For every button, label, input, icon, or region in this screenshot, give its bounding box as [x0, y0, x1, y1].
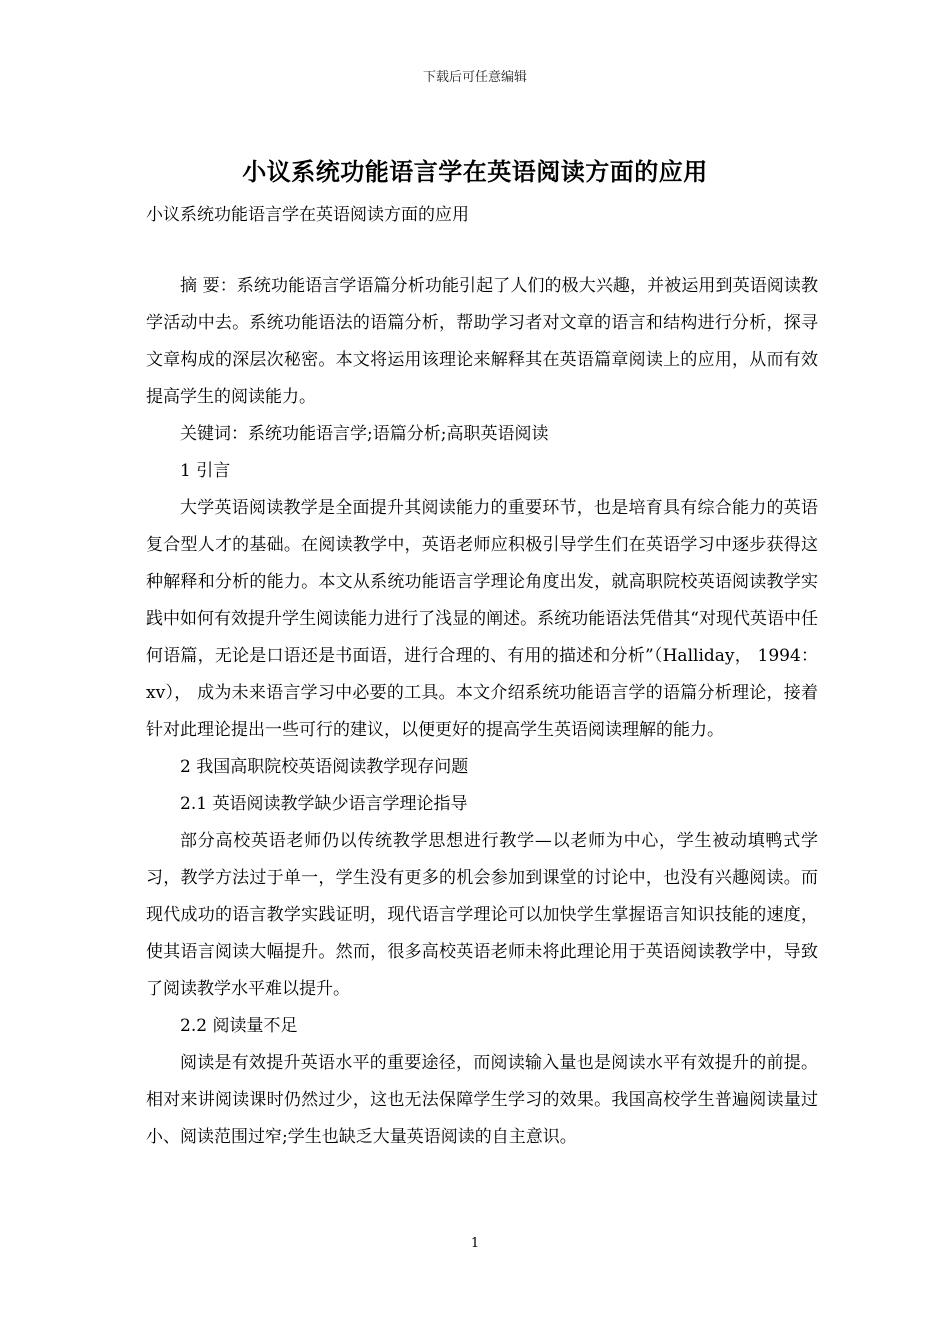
header-note: 下载后可任意编辑	[422, 70, 527, 85]
page-number: 1	[470, 1236, 480, 1251]
body-paragraph: 部分高校英语老师仍以传统教学思想进行教学—以老师为中心，学生被动填鸭式学习，教学方法过于单一，学生没有更多的机会参加到课堂的讨论中，也没有兴趣阅读。而现代成功的语言教学实践证明，现代语言学理论可以加快学生掌握语言知识技能的速度，使其语言阅读大幅提升。然而，很多高校英语老师未将此理论用于英语阅读教学中，导致了阅读教学水平难以提升。	[146, 831, 818, 999]
subsection-heading: 2.1 英语阅读教学缺少语言学理论指导	[180, 794, 468, 814]
body-paragraph: 大学英语阅读教学是全面提升其阅读能力的重要环节，也是培育具有综合能力的英语复合型人才的基础。在阅读教学中，英语老师应积极引导学生们在英语学习中逐步获得这种解释和分析的能力。本文从系统功能语言学理论角度出发，就高职院校英语阅读教学实践中如何有效提升学生阅读能力进行了浅显的阐述。系统功能语法凭借其“对现代英语中任何语篇，无论是口语还是书面语，进行合理的、有用的描述和分析”（Halliday， 1994：xv）， 成为未来语言学习中必要的工具。本文介绍系统功能语言学的语篇分析理论，接着针对此理论提出一些可行的建议，以便更好的提高学生英语阅读理解的能力。	[146, 498, 819, 740]
section-heading: 2 我国高职院校英语阅读教学现存问题	[180, 757, 469, 777]
keywords-paragraph: 关键词：系统功能语言学;语篇分析;高职英语阅读	[180, 424, 549, 444]
abstract-paragraph: 摘 要：系统功能语言学语篇分析功能引起了人们的极大兴趣，并被运用到英语阅读教学活动中去。系统功能语法的语篇分析，帮助学习者对文章的语言和结构进行分析，探寻文章构成的深层次秘密。本文将运用该理论来解释其在英语篇章阅读上的应用，从而有效提高学生的阅读能力。	[146, 276, 818, 407]
document-subtitle: 小议系统功能语言学在英语阅读方面的应用	[146, 205, 469, 225]
subsection-heading: 2.2 阅读量不足	[180, 1016, 298, 1036]
section-heading: 1 引言	[180, 461, 231, 481]
document-title: 小议系统功能语言学在英语阅读方面的应用	[242, 157, 708, 186]
document-body	[146, 268, 818, 1156]
body-paragraph: 阅读是有效提升英语水平的重要途径，而阅读输入量也是阅读水平有效提升的前提。相对来讲阅读课时仍然过少，这也无法保障学生学习的效果。我国高校学生普遍阅读量过小、阅读范围过窄;学生也缺乏大量英语阅读的自主意识。	[146, 1053, 818, 1147]
